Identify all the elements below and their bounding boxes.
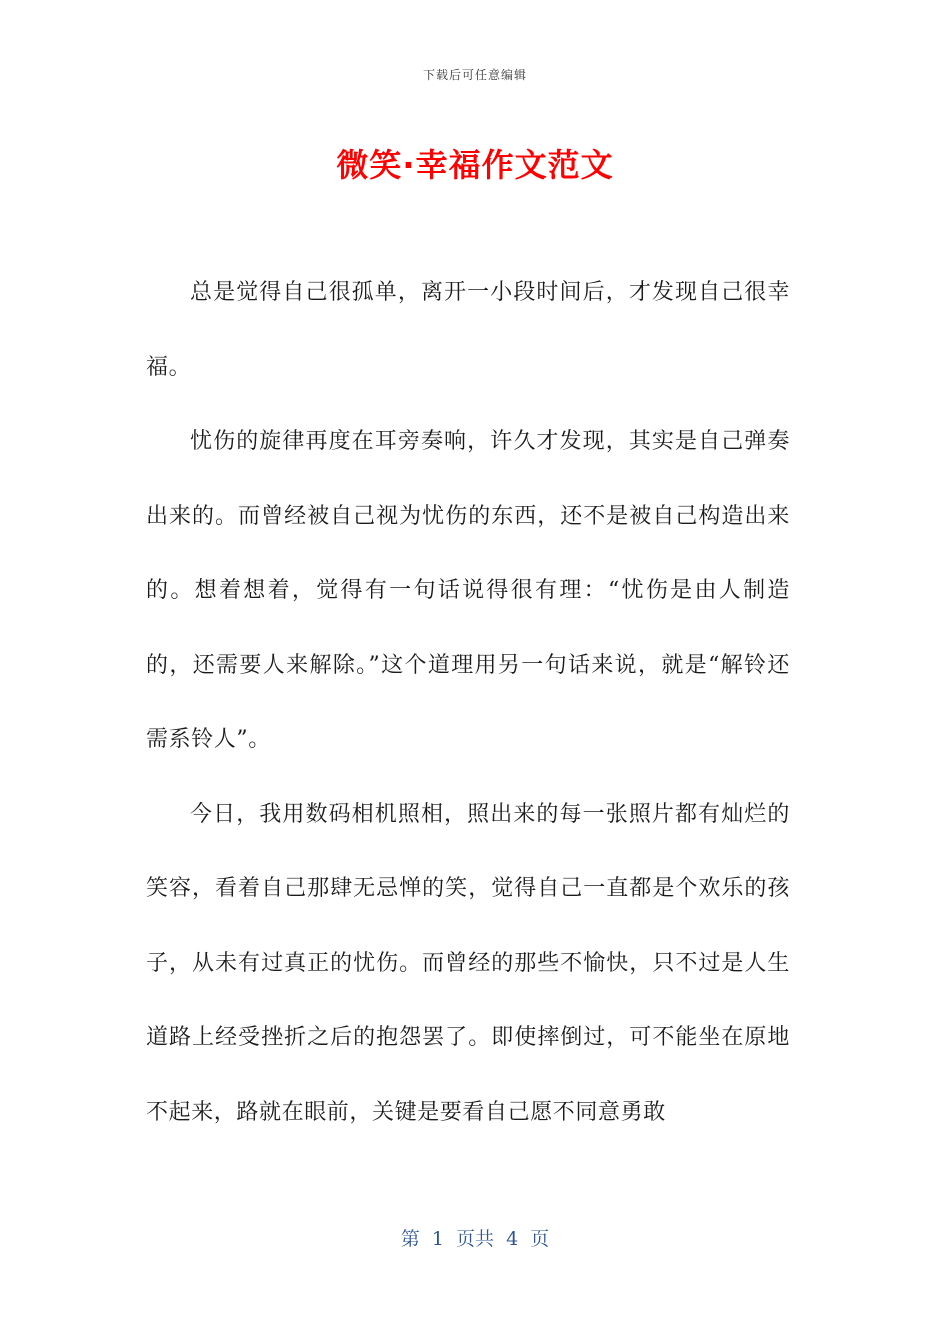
paragraph: 今日，我用数码相机照相，照出来的每一张照片都有灿烂的笑容，看着自己那肆无忌惮的笑，觉得自己一直都是个欢乐的孩子，从未有过真正的忧伤。而曾经的那些不愉快，只不过是人生道路上经受挫折之后的抱怨罢了。即使摔倒过，可不能坐在原地不起来，路就在眼前，关键是要看自己愿不同意勇敢	[146, 801, 790, 1125]
document-title: 微笑·幸福作文范文	[336, 146, 614, 184]
page-number-footer: 第 1 页共 4 页	[400, 1228, 550, 1250]
document-body	[146, 256, 790, 1150]
paragraph: 忧伤的旋律再度在耳旁奏响，许久才发现，其实是自己弹奏出来的。而曾经被自己视为忧伤的东西，还不是被自己构造出来的。想着想着，觉得有一句话说得很有理：“忧伤是由人制造的，还需要人来解除。”这个道理用另一句话来说，就是“解铃还需系铃人”。	[146, 429, 790, 752]
header-note: 下载后可任意编辑	[422, 68, 527, 82]
paragraph: 总是觉得自己很孤单，离开一小段时间后，才发现自己很幸福。	[146, 280, 790, 380]
